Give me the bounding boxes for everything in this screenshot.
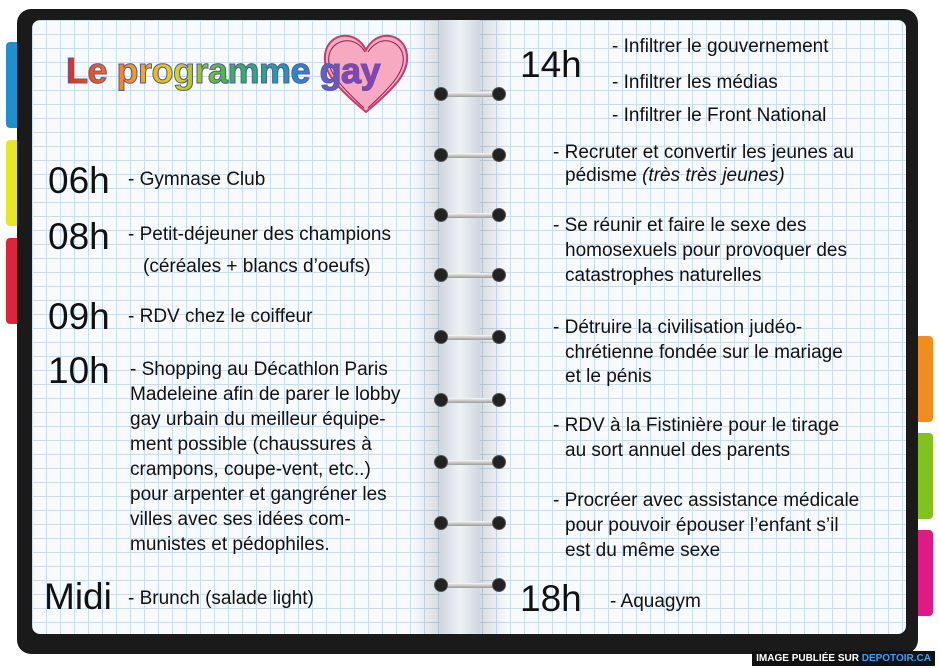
time-label: 18h	[520, 578, 582, 619]
binder-ring	[434, 578, 506, 592]
entry-text: Madeleine afin de parer le lobby	[130, 384, 401, 405]
entry-text: catastrophes naturelles	[565, 265, 762, 286]
binder-ring	[434, 455, 506, 469]
entry-text: - Procréer avec assistance médicale	[553, 490, 860, 511]
binder-ring	[434, 208, 506, 222]
entry-text: crampons, coupe-vent, etc..)	[130, 459, 371, 480]
time-label: Midi	[44, 576, 112, 617]
entry-italic-note: (très très jeunes)	[642, 165, 785, 186]
binder-ring	[434, 393, 506, 407]
entry-text: munistes et pédophiles.	[130, 534, 330, 555]
entry-text: - Shopping au Décathlon Paris	[130, 359, 388, 380]
entry-text: chrétienne fondée sur le mariage	[565, 342, 843, 363]
entry-text: - Petit-déjeuner des champions	[128, 224, 391, 245]
entry-text: - Se réunir et faire le sexe des	[553, 215, 807, 236]
entry-text: - Infiltrer le Front National	[612, 105, 827, 126]
binder-ring	[434, 330, 506, 344]
entry-text: - Détruire la civilisation judéo-	[553, 317, 803, 338]
credit-site: DEPOTOIR.CA	[861, 653, 931, 664]
entry-text: gay urbain du meilleur équipe-	[130, 409, 386, 430]
entry-text: et le pénis	[565, 366, 652, 387]
entry-text: - Infiltrer les médias	[612, 72, 778, 93]
entry-text: - Aquagym	[610, 591, 701, 612]
time-label: 10h	[48, 350, 110, 391]
time-label: 08h	[48, 216, 110, 257]
binder-ring	[434, 516, 506, 530]
entry-text: pédisme (très très jeunes)	[565, 165, 785, 186]
binder-ring	[434, 268, 506, 282]
entry-text: au sort annuel des parents	[565, 440, 790, 461]
entry-text: (céréales + blancs d’oeufs)	[143, 256, 371, 277]
entry-text: villes avec ses idées com-	[130, 509, 351, 530]
binder-ring	[434, 87, 506, 101]
time-label: 06h	[48, 160, 110, 201]
entry-text: - Infiltrer le gouvernement	[612, 36, 829, 57]
entry-text: - Brunch (salade light)	[128, 588, 314, 609]
entry-text: ment possible (chaussures à	[130, 434, 372, 455]
entry-text: - Gymnase Club	[128, 169, 266, 190]
page-title: Le programme gay	[66, 50, 381, 91]
time-label: 09h	[48, 296, 110, 337]
binder-ring	[434, 148, 506, 162]
entry-text: - Recruter et convertir les jeunes au	[553, 142, 854, 163]
time-label: 14h	[520, 44, 582, 85]
entry-text: pour pouvoir épouser l’enfant s’il	[565, 515, 839, 536]
entry-text: pour arpenter et gangréner les	[130, 484, 387, 505]
entry-text: - RDV à la Fistinière pour le tirage	[553, 415, 840, 436]
entry-text: - RDV chez le coiffeur	[128, 306, 313, 327]
credit-label: IMAGE PUBLIÉE SUR DEPOTOIR.CA	[752, 651, 935, 666]
notebook-gutter	[440, 20, 480, 634]
entry-text: homosexuels pour provoquer des	[565, 240, 848, 261]
entry-text: est du même sexe	[565, 540, 721, 561]
